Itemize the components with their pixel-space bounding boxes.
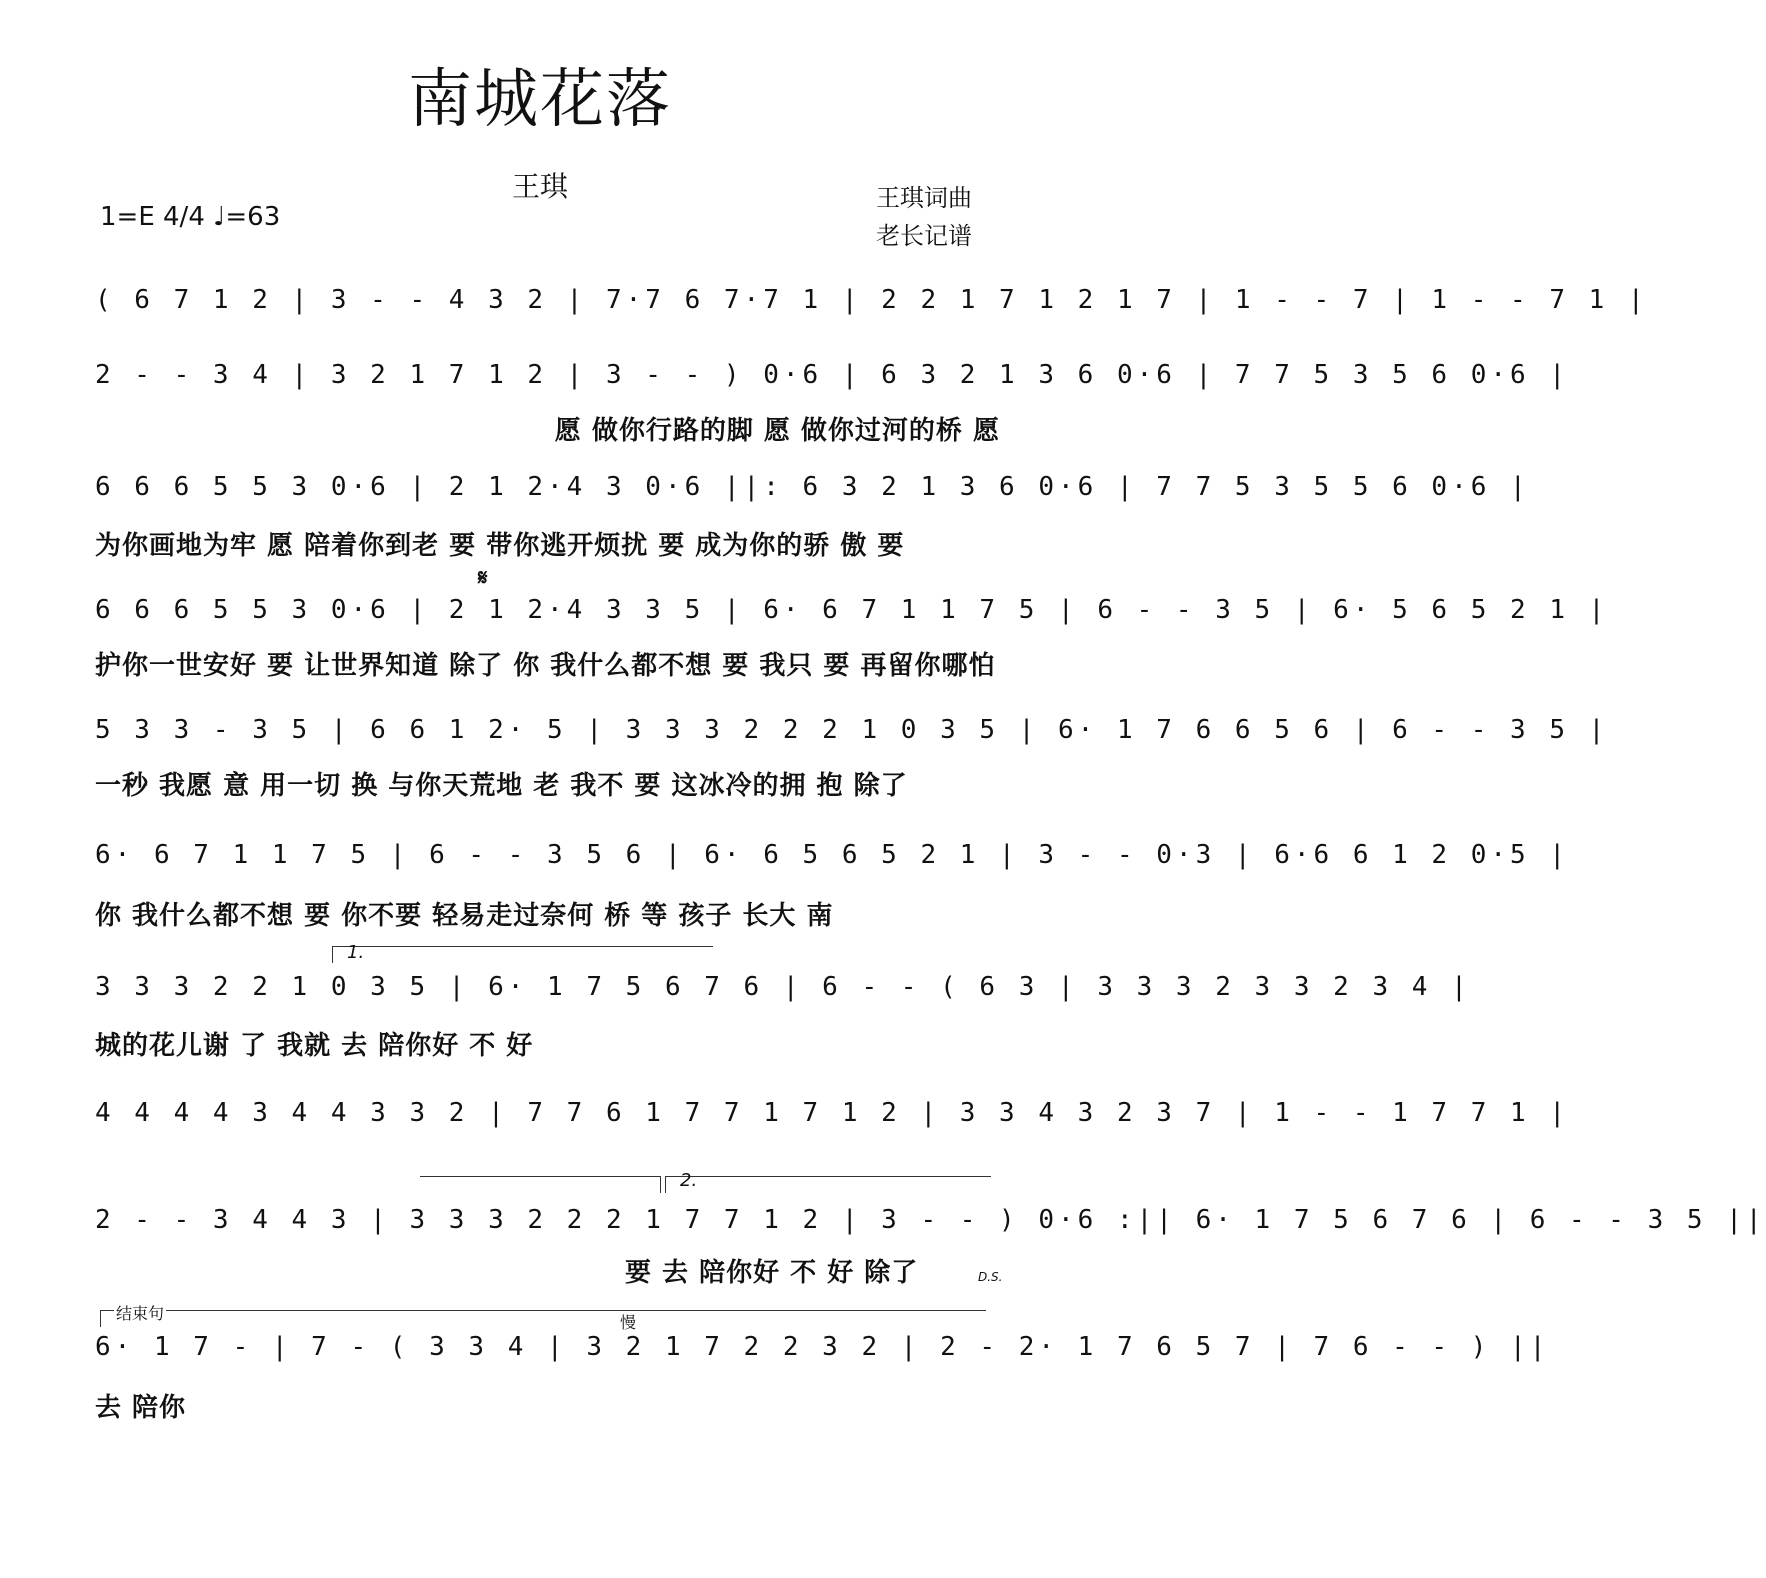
notation: 2 - - 3 4 | 3 2 1 7 1 2 | 3 - - ) 0·6 | 6 3 2 1 3 6 0·6 | 7 7 5 3 5 6 0·6 | — [95, 360, 1569, 390]
lyrics-line-3: 为你画地为牢 愿 陪着你到老 要 带你逃开烦扰 要 成为你的骄 傲 要 — [95, 531, 905, 561]
notation: 6· 6 7 1 1 7 5 | 6 - - 3 5 6 | 6· 6 5 6 5 2 1 | 3 - - 0·3 | 6·6 6 1 2 0·5 | — [95, 840, 1569, 870]
notation: 4 4 4 4 3 4 4 3 3 2 | 7 7 6 1 7 7 1 7 1 2 | 3 3 4 3 2 3 7 | 1 - - 1 7 7 1 | — [95, 1098, 1569, 1128]
ending-label: 结束句 — [114, 1301, 166, 1324]
credit-notation: 老长记谱 — [876, 222, 972, 250]
score-line-10 — [95, 1322, 1550, 1372]
notation: 6 6 6 5 5 3 0·6 | 2 1 2·4 3 3 5 | 6· 6 7 1 1 7 5 | 6 - - 3 5 | 6· 5 6 5 2 1 | — [95, 595, 1609, 625]
notation: 6· 1 7 - | 7 - ( 3 3 4 | 3 2 1 7 2 2 3 2 | 2 - 2· 1 7 6 5 7 | 7 6 - - ) || — [95, 1332, 1550, 1362]
segno-sign: 𝄋 — [478, 566, 488, 591]
lyrics-line-10: 去 陪你 — [95, 1393, 187, 1423]
lyrics-line-4: 护你一世安好 要 让世界知道 除了 你 我什么都不想 要 我只 要 再留你哪怕 — [95, 651, 996, 681]
score-line-3 — [95, 462, 1530, 512]
lyrics-line-7: 城的花儿谢 了 我就 去 陪你好 不 好 — [95, 1031, 534, 1061]
ds-marking: D.S. — [978, 1270, 1003, 1284]
lyrics-line-9: 要 去 陪你好 不 好 除了 — [625, 1258, 919, 1288]
score-line-2 — [95, 350, 1569, 400]
score-line-1 — [95, 275, 1648, 325]
credit-lyrics-music: 王琪词曲 — [876, 184, 972, 212]
tempo-slow-label: 慢 — [620, 1313, 637, 1332]
volta-2-label: 2. — [680, 1170, 698, 1191]
lyrics-line-6: 你 我什么都不想 要 你不要 轻易走过奈何 桥 等 孩子 长大 南 — [95, 901, 834, 931]
singer-name: 王琪 — [511, 170, 568, 203]
volta-1-label: 1. — [347, 942, 365, 963]
song-title: 南城花落 — [408, 63, 672, 137]
lyrics-line-2: 愿 做你行路的脚 愿 做你过河的桥 愿 — [554, 416, 1000, 446]
notation: 2 - - 3 4 4 3 | 3 3 3 2 2 2 1 7 7 1 2 | 3 - - ) 0·6 :|| 6· 1 7 5 6 7 6 | 6 - - 3 5 || — [95, 1205, 1766, 1235]
score-line-7 — [95, 962, 1471, 1012]
score-line-9 — [95, 1195, 1766, 1245]
lyrics-line-5: 一秒 我愿 意 用一切 换 与你天荒地 老 我不 要 这冰冷的拥 抱 除了 — [95, 771, 908, 801]
notation: 6 6 6 5 5 3 0·6 | 2 1 2·4 3 0·6 ||: 6 3 2 1 3 6 0·6 | 7 7 5 3 5 5 6 0·6 | — [95, 472, 1530, 502]
notation: 3 3 3 2 2 1 0 3 5 | 6· 1 7 5 6 7 6 | 6 - - ( 6 3 | 3 3 3 2 3 3 2 3 4 | — [95, 972, 1471, 1002]
notation: ( 6 7 1 2 | 3 - - 4 3 2 | 7·7 6 7·7 1 | 2 2 1 7 1 2 1 7 | 1 - - 7 | 1 - - 7 1 | — [95, 285, 1648, 315]
volta-2-bracket — [665, 1176, 991, 1193]
score-line-8 — [95, 1088, 1569, 1138]
score-line-5 — [95, 705, 1609, 755]
score-line-4 — [95, 585, 1609, 635]
notation: 5 3 3 - 3 5 | 6 6 1 2· 5 | 3 3 3 2 2 2 1 0 3 5 | 6· 1 7 6 6 5 6 | 6 - - 3 5 | — [95, 715, 1609, 745]
repeat-bracket — [420, 1176, 661, 1193]
key-signature: 1=E 4/4 ♩=63 — [100, 202, 281, 232]
volta-1-bracket — [332, 946, 713, 963]
score-line-6 — [95, 830, 1569, 880]
